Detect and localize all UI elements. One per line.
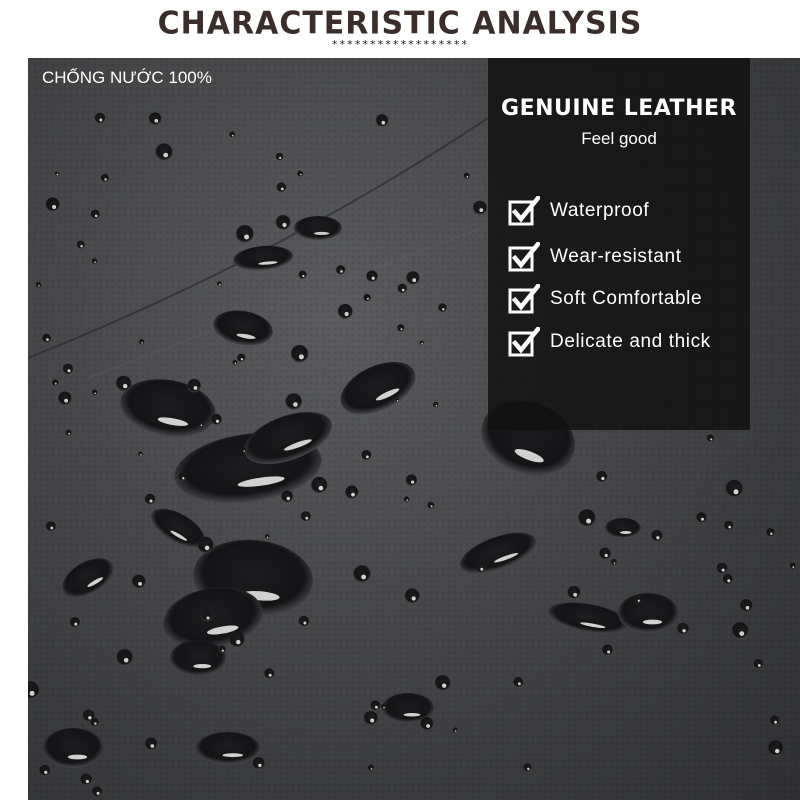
droplet-highlight — [201, 424, 203, 426]
droplet-highlight — [739, 631, 744, 636]
panel-subtitle: Feel good — [581, 129, 657, 148]
droplet-highlight — [94, 393, 96, 395]
water-droplet — [196, 732, 260, 764]
droplet-highlight — [241, 358, 243, 360]
water-droplet-small — [725, 480, 743, 498]
water-droplet-small — [611, 559, 617, 565]
water-droplet-small — [39, 765, 50, 776]
water-droplet-small — [427, 502, 434, 509]
feature-item-soft-comfortable — [508, 282, 702, 316]
water-droplet-small — [90, 718, 99, 727]
droplet-highlight — [601, 477, 604, 480]
water-droplet-small — [291, 345, 309, 363]
droplet-highlight — [46, 338, 49, 341]
water-droplet-small — [116, 649, 133, 666]
feature-label: Waterproof — [550, 200, 650, 221]
water-droplet-small — [602, 645, 613, 656]
droplet-highlight — [371, 768, 373, 770]
water-droplet-small — [95, 113, 106, 124]
droplet-highlight — [775, 749, 779, 753]
droplet-highlight — [155, 119, 159, 123]
droplet-highlight — [57, 174, 59, 176]
water-droplet-small — [397, 324, 404, 331]
droplet-highlight — [151, 744, 155, 748]
water-droplet-small — [229, 631, 245, 647]
water-droplet-small — [149, 112, 162, 125]
water-droplet-small — [92, 786, 102, 796]
water-droplet-small — [217, 281, 222, 286]
droplet-highlight — [367, 298, 369, 300]
water-droplet-small — [139, 339, 145, 345]
water-droplet-small — [264, 668, 274, 678]
droplet-highlight — [223, 753, 243, 757]
droplet-highlight — [614, 562, 616, 564]
water-droplet — [294, 216, 342, 240]
water-droplet-small — [145, 738, 158, 751]
droplet-highlight — [442, 308, 444, 310]
water-droplet-small — [366, 270, 378, 282]
droplet-highlight — [123, 384, 127, 388]
droplet-highlight — [518, 682, 521, 685]
droplet-highlight — [412, 278, 416, 282]
droplet-highlight — [55, 383, 57, 385]
droplet-highlight — [426, 724, 430, 728]
water-droplet-small — [232, 360, 237, 365]
droplet-highlight — [124, 658, 129, 663]
water-droplet-small — [464, 173, 470, 179]
droplet-highlight — [193, 664, 211, 668]
droplet-highlight — [375, 706, 378, 709]
water-droplet-small — [202, 611, 213, 622]
droplet-highlight — [236, 640, 240, 644]
water-droplet-small — [406, 271, 419, 284]
droplet-highlight — [397, 400, 399, 402]
water-droplet-small — [707, 434, 714, 441]
droplet-highlight — [361, 575, 366, 580]
droplet-highlight — [774, 721, 777, 724]
water-droplet-small — [370, 700, 380, 710]
droplet-highlight — [141, 342, 143, 344]
water-droplet-small — [420, 341, 424, 345]
droplet-highlight — [372, 277, 375, 280]
checkbox-checked-icon — [508, 196, 538, 226]
droplet-highlight — [305, 517, 308, 520]
water-droplet-small — [92, 258, 98, 264]
droplet-highlight — [792, 566, 794, 568]
water-droplet-small — [276, 153, 284, 161]
droplet-highlight — [573, 593, 577, 597]
water-droplet-small — [299, 616, 310, 627]
droplet-highlight — [370, 719, 374, 723]
droplet-highlight — [88, 716, 91, 719]
droplet-highlight — [734, 489, 739, 494]
droplet-highlight — [267, 537, 269, 539]
water-droplet-small — [696, 512, 707, 523]
droplet-highlight — [30, 691, 35, 696]
droplet-highlight — [746, 606, 750, 610]
water-droplet-small — [116, 376, 132, 392]
droplet-highlight — [722, 569, 725, 572]
water-droplet-small — [578, 509, 596, 527]
water-droplet-small — [77, 241, 85, 249]
droplet-highlight — [182, 477, 184, 479]
water-droplet-small — [276, 182, 286, 192]
water-droplet-small — [92, 390, 98, 396]
water-droplet-small — [345, 486, 358, 499]
water-droplet-small — [58, 392, 72, 406]
water-droplet-small — [770, 716, 780, 726]
water-droplet — [170, 640, 226, 676]
water-droplet-small — [63, 364, 74, 375]
water-droplet-small — [145, 494, 156, 505]
droplet-highlight — [406, 500, 408, 502]
droplet-highlight — [431, 505, 433, 507]
droplet-highlight — [232, 135, 234, 137]
droplet-highlight — [44, 771, 47, 774]
droplet-highlight — [99, 119, 102, 122]
feature-panel — [488, 58, 750, 430]
water-droplet-small — [138, 452, 143, 457]
droplet-highlight — [303, 622, 306, 625]
droplet-highlight — [351, 493, 355, 497]
water-droplet-small — [101, 174, 109, 182]
droplet-highlight — [402, 289, 405, 292]
water-droplet-small — [405, 588, 420, 603]
droplet-highlight — [300, 174, 302, 176]
water-droplet-small — [66, 430, 72, 436]
water-droplet-small — [91, 210, 100, 219]
droplet-highlight — [479, 208, 483, 212]
water-droplet-small — [36, 282, 42, 288]
droplet-highlight — [282, 223, 286, 227]
water-droplet-small — [363, 294, 370, 301]
droplet-highlight — [605, 554, 608, 557]
water-droplet-small — [211, 414, 222, 425]
droplet-highlight — [140, 454, 142, 456]
water-droplet-small — [596, 471, 607, 482]
water-droplet-small — [336, 265, 345, 274]
water-droplet-small — [724, 521, 734, 531]
water-droplet-small — [790, 563, 796, 569]
droplet-highlight — [701, 518, 704, 521]
feature-item-waterproof — [508, 194, 649, 228]
water-droplet-small — [301, 511, 311, 521]
droplet-highlight — [404, 713, 421, 717]
water-droplet-small — [398, 284, 408, 294]
droplet-highlight — [104, 178, 106, 180]
water-droplet-small — [155, 143, 172, 160]
water-droplet-small — [338, 304, 353, 319]
page-title: CHARACTERISTIC ANALYSIS — [157, 5, 643, 42]
droplet-highlight — [455, 730, 457, 732]
droplet-highlight — [467, 176, 469, 178]
droplet-highlight — [258, 764, 261, 767]
droplet-highlight — [412, 596, 416, 600]
water-droplet-small — [768, 740, 784, 756]
droplet-highlight — [382, 121, 386, 125]
water-droplet-small — [218, 646, 226, 654]
droplet-highlight — [163, 153, 168, 158]
droplet-highlight — [138, 582, 142, 586]
water-droplet-small — [299, 271, 307, 279]
water-droplet-small — [368, 765, 375, 772]
water-droplet-small — [276, 215, 291, 230]
droplet-highlight — [287, 497, 290, 500]
water-droplet-small — [376, 114, 389, 127]
water-droplet-small — [766, 528, 775, 537]
water-droplet-small — [404, 497, 410, 503]
water-droplet-small — [381, 704, 386, 709]
droplet-highlight — [94, 722, 96, 724]
droplet-highlight — [68, 755, 87, 760]
water-droplet-small — [198, 422, 203, 427]
droplet-highlight — [279, 157, 281, 159]
water-droplet — [618, 593, 678, 633]
checkbox-checked-icon — [508, 242, 538, 272]
droplet-highlight — [293, 402, 298, 407]
water-droplet-small — [297, 171, 303, 177]
droplet-highlight — [607, 651, 610, 654]
droplet-highlight — [314, 232, 329, 235]
leather-water-photo — [28, 58, 800, 800]
checkbox-checked-icon — [508, 327, 538, 357]
water-droplet-small — [406, 474, 417, 485]
droplet-highlight — [269, 674, 272, 677]
droplet-highlight — [235, 363, 237, 365]
water-droplet-small — [229, 132, 235, 138]
water-droplet-small — [395, 398, 399, 402]
droplet-highlight — [656, 536, 659, 539]
water-droplet-small — [46, 521, 56, 531]
droplet-highlight — [728, 526, 731, 529]
water-droplet-small — [364, 711, 378, 725]
water-droplet-small — [523, 763, 532, 772]
water-droplet-small — [52, 379, 59, 386]
water-droplet-small — [753, 659, 763, 669]
droplet-highlight — [244, 450, 246, 452]
water-droplet-small — [435, 675, 451, 691]
water-droplet-small — [132, 575, 146, 589]
water-droplet-small — [567, 586, 580, 599]
droplet-highlight — [68, 433, 70, 435]
droplet-highlight — [710, 438, 712, 440]
water-droplet-small — [241, 448, 246, 453]
water-droplet-small — [46, 197, 60, 211]
droplet-highlight — [299, 354, 304, 359]
checkbox-checked-icon — [508, 284, 538, 314]
droplet-highlight — [80, 245, 82, 247]
water-droplet-small — [265, 534, 270, 539]
water-droplet-small — [285, 393, 302, 410]
feature-label: Soft Comfortable — [550, 288, 703, 309]
droplet-highlight — [64, 399, 68, 403]
feature-item-wear-resistant — [508, 240, 682, 274]
droplet-highlight — [194, 386, 198, 390]
water-droplet-small — [187, 379, 201, 393]
water-droplet-small — [473, 201, 487, 215]
droplet-highlight — [436, 405, 438, 407]
water-droplet-small — [178, 473, 186, 481]
droplet-highlight — [421, 343, 423, 345]
water-droplet-small — [433, 402, 439, 408]
droplet-highlight — [244, 235, 249, 240]
droplet-highlight — [480, 568, 483, 571]
droplet-highlight — [205, 546, 210, 551]
water-droplet-small — [252, 757, 264, 769]
feature-item-delicate-thick — [508, 325, 711, 359]
droplet-highlight — [727, 579, 730, 582]
water-droplet-small — [599, 548, 611, 560]
droplet-highlight — [50, 527, 53, 530]
droplet-highlight — [643, 620, 662, 625]
droplet-highlight — [94, 261, 96, 263]
water-droplet-small — [438, 303, 447, 312]
droplet-highlight — [527, 768, 529, 770]
water-droplet-small — [513, 677, 523, 687]
water-droplet-small — [475, 562, 486, 573]
feature-label: Delicate and thick — [550, 331, 711, 352]
droplet-highlight — [411, 481, 414, 484]
droplet-highlight — [620, 531, 632, 534]
droplet-highlight — [68, 369, 71, 372]
droplet-highlight — [150, 500, 153, 503]
header-banner — [0, 0, 800, 58]
water-droplet-small — [677, 623, 689, 635]
droplet-highlight — [86, 780, 89, 783]
droplet-highlight — [38, 285, 40, 287]
water-droplet-small — [237, 354, 245, 362]
water-droplet-small — [634, 595, 642, 603]
water-droplet-small — [361, 450, 371, 460]
droplet-highlight — [302, 275, 304, 277]
droplet-highlight — [682, 629, 685, 632]
water-droplet-small — [197, 537, 213, 553]
water-droplet — [605, 518, 641, 538]
droplet-highlight — [586, 519, 591, 524]
water-droplet-small — [236, 225, 254, 243]
droplet-highlight — [74, 623, 77, 626]
droplet-highlight — [95, 215, 98, 218]
droplet-highlight — [366, 456, 369, 459]
water-droplet — [43, 728, 103, 768]
droplet-highlight — [222, 650, 224, 652]
droplet-highlight — [638, 600, 640, 602]
panel-title: GENUINE LEATHER — [501, 96, 737, 121]
droplet-highlight — [219, 284, 221, 286]
water-droplet-small — [281, 490, 293, 502]
droplet-highlight — [401, 328, 403, 330]
droplet-highlight — [319, 486, 324, 491]
water-droplet-small — [80, 774, 92, 786]
water-droplet-small — [453, 727, 458, 732]
droplet-highlight — [207, 617, 210, 620]
water-droplet-small — [740, 599, 753, 612]
droplet-highlight — [52, 205, 56, 209]
droplet-highlight — [383, 707, 385, 709]
droplet-highlight — [97, 792, 100, 795]
water-droplet-small — [723, 574, 733, 584]
water-droplet-small — [311, 477, 328, 494]
water-droplet-small — [651, 530, 663, 542]
waterproof-overlay-label: CHỐNG NƯỚC 100% — [42, 68, 212, 87]
droplet-highlight — [345, 312, 349, 316]
water-droplet-small — [70, 617, 80, 627]
title-underline-dots: ****************** — [331, 38, 469, 51]
droplet-highlight — [216, 420, 219, 423]
water-droplet-small — [420, 717, 433, 730]
droplet-highlight — [340, 270, 343, 273]
droplet-highlight — [770, 533, 772, 535]
water-droplet-small — [717, 563, 728, 574]
water-droplet-small — [732, 622, 749, 639]
water-droplet-small — [42, 334, 51, 343]
droplet-highlight — [442, 684, 446, 688]
droplet-highlight — [281, 188, 284, 191]
water-droplet-small — [353, 565, 370, 582]
droplet-highlight — [758, 664, 761, 667]
feature-label: Wear-resistant — [550, 246, 682, 267]
